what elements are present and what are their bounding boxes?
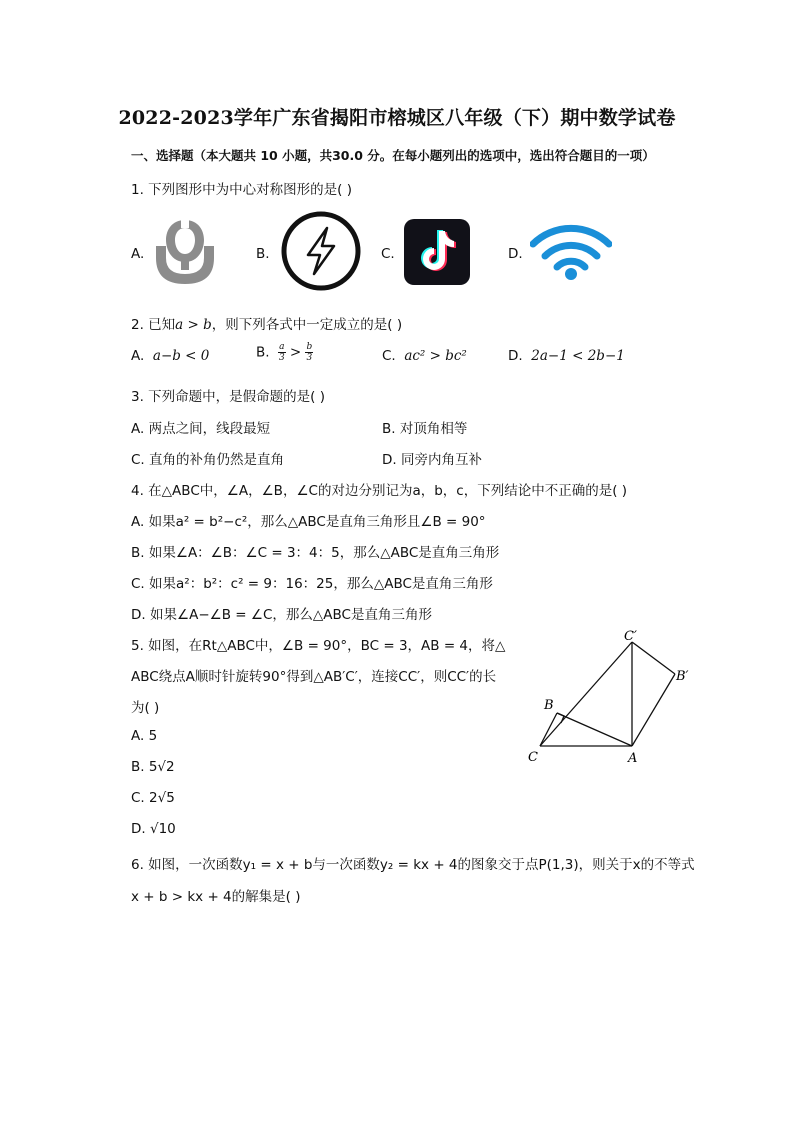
q6-stem-line1: 6. 如图，一次函数y₁ = x + b与一次函数y₂ = kx + 4的图象交于点P(1,3)，则关于x的不等式	[131, 857, 695, 873]
q5-geometry-figure	[520, 630, 700, 774]
q5-option-c: C. 2√5	[131, 790, 175, 806]
q2-stem-post: ，则下列各式中一定成立的是( )	[211, 317, 403, 333]
q5-option-a: A. 5	[131, 728, 158, 744]
fig-label-a: A	[628, 751, 638, 766]
q1-stem: 1. 下列图形中为中心对称图形的是( )	[131, 182, 352, 198]
exam-title: 2022-2023学年广东省揭阳市榕城区八年级（下）期中数学试卷	[118, 107, 676, 129]
q3-option-b: B. 对顶角相等	[382, 421, 468, 437]
emblem-icon	[152, 218, 218, 290]
q2-option-c: C. ac² > bc²	[382, 348, 467, 364]
q5-stem-line2: ABC绕点A顺时针旋转90°得到△AB′C′，连接CC′，则CC′的长	[131, 669, 497, 685]
fig-label-c-prime: C′	[624, 630, 637, 644]
q3-option-c: C. 直角的补角仍然是直角	[131, 452, 285, 468]
q4-option-d: D. 如果∠A−∠B = ∠C，那么△ABC是直角三角形	[131, 607, 432, 623]
q4-option-c: C. 如果a²：b²：c² = 9：16：25，那么△ABC是直角三角形	[131, 576, 493, 592]
q2-stem-math: a > b	[175, 317, 212, 333]
q2-option-d: D. 2a−1 < 2b−1	[508, 348, 625, 364]
q1-label-d: D.	[508, 246, 523, 262]
q2-option-a: A. a−b < 0	[131, 348, 210, 364]
q2-stem-pre: 2. 已知	[131, 317, 176, 333]
q5-option-b: B. 5√2	[131, 759, 175, 775]
q6-stem-line2: x + b > kx + 4的解集是( )	[131, 889, 301, 905]
fig-label-b: B	[544, 698, 554, 713]
fraction-b-over-3: $\frac{b}{3}$	[306, 342, 313, 363]
q2-stem	[131, 313, 402, 333]
q3-option-a: A. 两点之间，线段最短	[131, 421, 271, 437]
lightning-circle-icon	[280, 210, 362, 296]
section-heading: 一、选择题（本大题共 10 小题，共30.0 分。在每小题列出的选项中，选出符合题目的一项）	[131, 148, 655, 163]
q2-option-b: B. $\frac{a}{3}$ > $\frac{b}{3}$	[256, 342, 313, 363]
q5-stem-line3: 为( )	[131, 700, 160, 716]
q1-label-c: C.	[381, 246, 395, 262]
q4-option-a: A. 如果a² = b²−c²，那么△ABC是直角三角形且∠B = 90°	[131, 514, 486, 530]
wifi-icon	[530, 222, 612, 286]
tiktok-icon	[404, 219, 470, 289]
q1-label-a: A.	[131, 246, 145, 262]
q5-stem-line1: 5. 如图，在Rt△ABC中，∠B = 90°，BC = 3，AB = 4，将△	[131, 638, 506, 654]
q4-option-b: B. 如果∠A：∠B：∠C = 3：4：5，那么△ABC是直角三角形	[131, 545, 500, 561]
fig-label-b-prime: B′	[676, 669, 689, 684]
fig-label-c: C	[528, 750, 538, 765]
q1-label-b: B.	[256, 246, 270, 262]
q3-option-d: D. 同旁内角互补	[382, 452, 482, 468]
q5-option-d: D. √10	[131, 821, 176, 837]
q4-stem: 4. 在△ABC中，∠A，∠B，∠C的对边分别记为a，b，c，下列结论中不正确的是( )	[131, 483, 628, 499]
q3-stem: 3. 下列命题中，是假命题的是( )	[131, 389, 325, 405]
fraction-a-over-3: $\frac{a}{3}$	[278, 342, 285, 363]
